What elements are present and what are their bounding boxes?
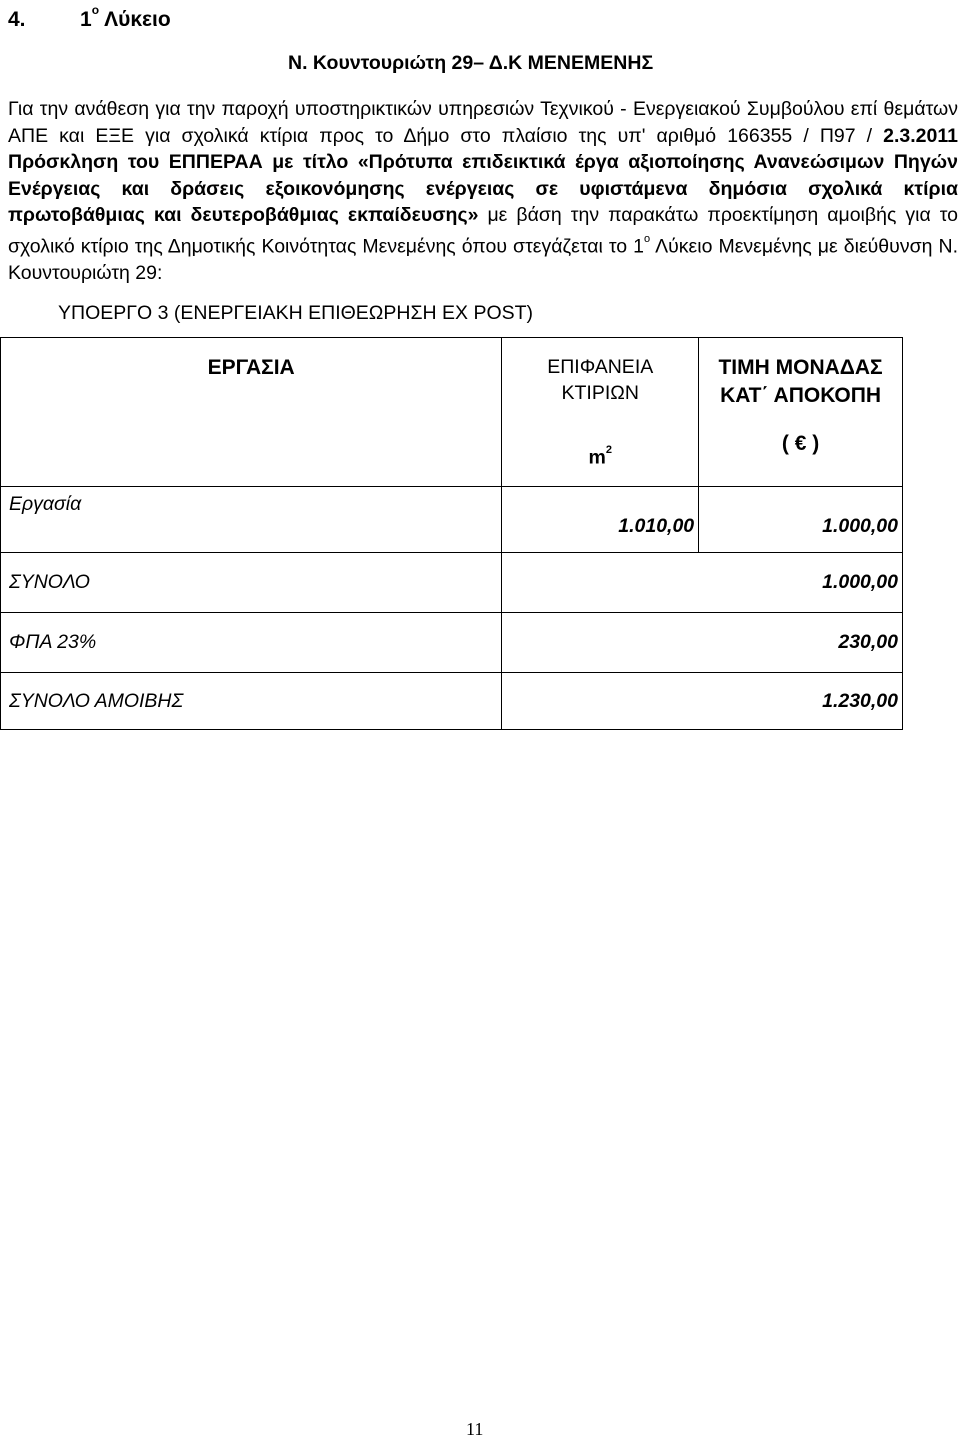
school-address: Ν. Κουντουριώτη 29– Δ.Κ ΜΕΝΕΜΕΝΗΣ xyxy=(288,52,654,74)
header-task xyxy=(1,338,502,487)
section-heading xyxy=(8,0,171,34)
header-task-label: ΕΡΓΑΣΙΑ xyxy=(207,356,295,379)
ordinal-superscript: ο xyxy=(91,3,100,17)
header-area-unit xyxy=(502,440,698,471)
table-row xyxy=(1,553,903,613)
header-price xyxy=(699,338,903,487)
row-label: ΣΥΝΟΛΟ ΑΜΟΙΒΗΣ xyxy=(1,673,502,730)
cost-table xyxy=(0,337,903,730)
table-header-row xyxy=(1,338,903,487)
header-area xyxy=(502,338,699,487)
row-price: 1.000,00 xyxy=(699,487,903,553)
table-row xyxy=(1,487,903,553)
header-area-line1: ΕΠΙΦΑΝΕΙΑ xyxy=(547,356,654,378)
paragraph-bold-reference: 2.3.2011 Πρόσκληση του ΕΠΠΕΡΑΑ με τίτλο «Πρότυπα επιδεικτικά έργα αξιοποίησης Ανανεώσιμων Πηγών Ενέργειας και δράσεις εξοικονόμησης ενέργειας σε υφιστάμενα δημόσια σχολικά κτίρια πρωτοβάθμιας και δευτεροβάθμιας εκπαίδευσης» xyxy=(8,124,958,227)
table-row xyxy=(1,613,903,673)
row-price: 1.230,00 xyxy=(502,673,903,730)
table-row xyxy=(1,673,903,730)
row-price: 230,00 xyxy=(502,613,903,673)
paragraph-intro: Για την ανάθεση για την παροχή υποστηρικτικών υπηρεσιών Τεχνικού - Ενεργειακού Συμβούλου επί θεμάτων ΑΠΕ και ΕΞΕ για σχολικά κτίρια προς το Δήμο στο πλαίσιο της υπ' αριθμό 166355 / Π97 / xyxy=(8,98,958,147)
school-name: Λύκειο xyxy=(104,8,171,31)
row-label: ΣΥΝΟΛΟ xyxy=(1,553,502,613)
paragraph-end: Λύκειο Μενεμένης με διεύθυνση Ν. Κουντουριώτη 29: xyxy=(8,235,958,285)
row-label: Εργασία xyxy=(1,487,502,553)
page-number: 11 xyxy=(466,1419,484,1439)
description-paragraph xyxy=(8,96,958,287)
ordinal-number: 1 xyxy=(80,8,92,31)
header-area-line2: ΚΤΙΡΙΩΝ xyxy=(561,382,639,404)
subproject-title: ΥΠΟΕΡΓΟ 3 (ΕΝΕΡΓΕΙΑΚΗ ΕΠΙΘΕΩΡΗΣΗ ΕΧ POST) xyxy=(58,302,534,324)
row-label: ΦΠΑ 23% xyxy=(1,613,502,673)
paragraph-middle: με βάση την παρακάτω προεκτίμηση αμοιβής για το σχολικό κτίριο της Δημοτικής Κοινότητας Μενεμένης όπου στεγάζεται το 1 xyxy=(8,204,959,258)
paragraph-superscript: ο xyxy=(644,232,651,245)
header-price-line2: ΚΑΤ΄ ΑΠΟΚΟΠΗ xyxy=(720,384,882,407)
header-price-line1: ΤΙΜΗ ΜΟΝΑΔΑΣ xyxy=(718,356,883,379)
section-number: 4. xyxy=(8,8,26,31)
row-price: 1.000,00 xyxy=(502,553,903,613)
header-price-currency: ( € ) xyxy=(781,432,820,455)
row-area: 1.010,00 xyxy=(502,487,699,553)
area-unit-label: m xyxy=(588,446,606,469)
area-unit-superscript: 2 xyxy=(605,444,612,456)
